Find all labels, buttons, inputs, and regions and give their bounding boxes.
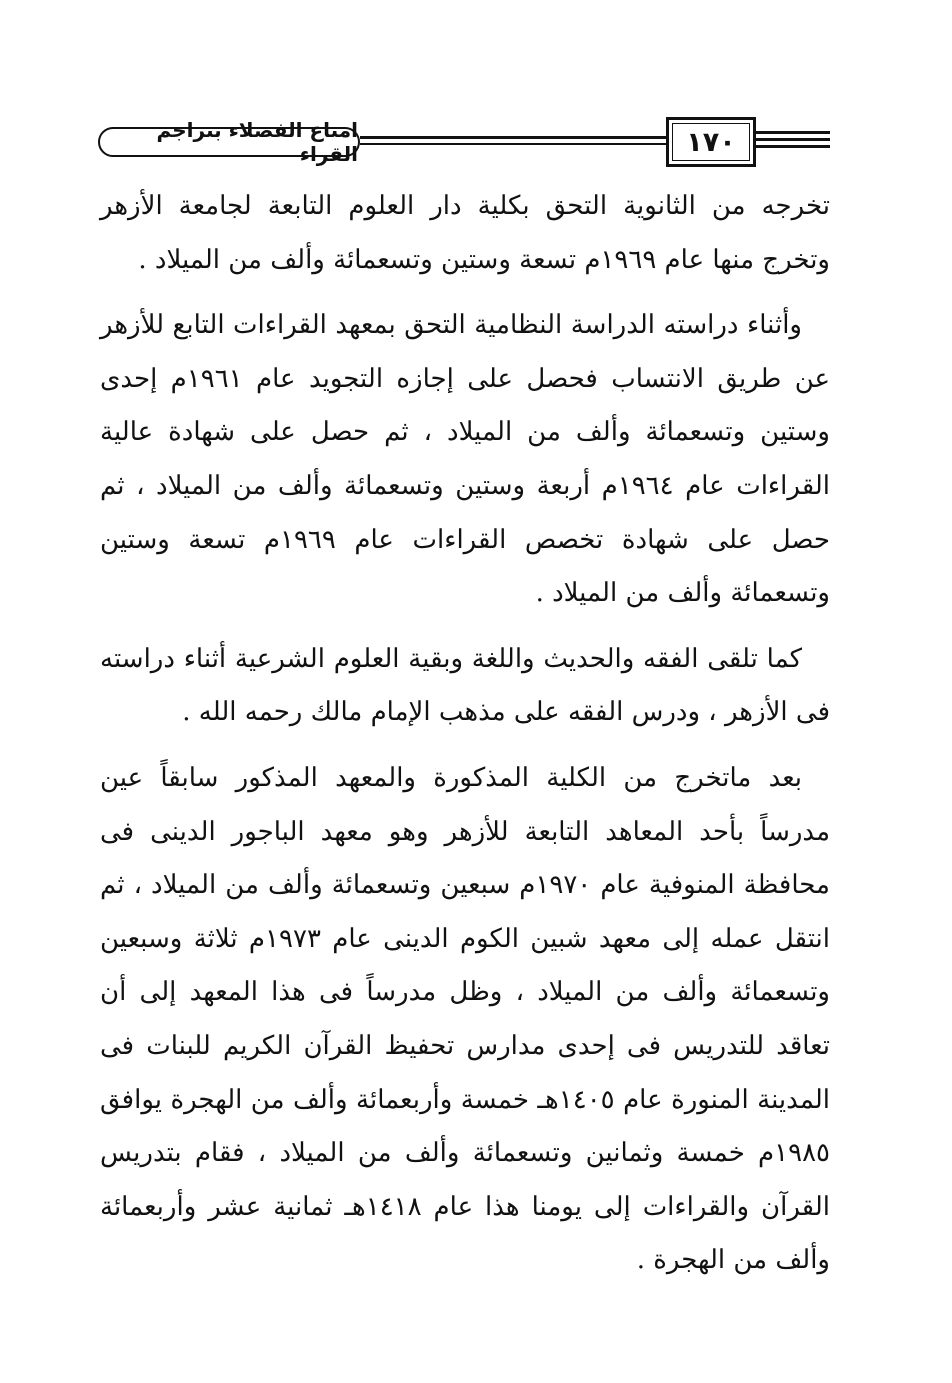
page-number: ١٧٠ <box>666 117 756 167</box>
header-rule-right-2 <box>756 138 830 141</box>
book-title: امتاع الفضلاء بتراجم القراء <box>98 127 360 157</box>
page-body <box>100 180 830 1300</box>
paragraph-teaching-career: بعد ماتخرج من الكلية المذكورة والمعهد المذكور سابقاً عين مدرساً بأحد المعاهد التابعة للأزهر وهو معهد الباجور الدينى فى محافظة المنوفية عام ١٩٧٠م سبعين وتسعمائة وألف من الميلاد ، ثم انتقل عمله إلى معهد شبين الكوم الدينى عام ١٩٧٣م ثلاثة وسبعين وتسعمائة وألف من الميلاد ، وظل مدرساً فى هذا المعهد إلى أن تعاقد للتدريس فى إحدى مدارس تحفيظ القرآن الكريم للبنات فى المدينة المنورة عام ١٤٠٥هـ خمسة وأربعمائة وألف من الهجرة يوافق ١٩٨٥م خمسة وثمانين وتسعمائة وألف من الميلاد ، فقام بتدريس القرآن والقراءات إلى يومنا هذا عام ١٤١٨هـ ثمانية عشر وأربعمائة وألف من الهجرة . <box>100 762 831 1276</box>
page-header <box>98 117 830 169</box>
header-rule-right-1 <box>756 131 830 134</box>
header-rule-right-3 <box>756 145 830 148</box>
paragraph-graduation: تخرجه من الثانوية التحق بكلية دار العلوم التابعة لجامعة الأزهر وتخرج منها عام ١٩٦٩م تسعة وستين وتسعمائة وألف من الميلاد . <box>100 191 830 275</box>
paragraph-fiqh-studies: كما تلقى الفقه والحديث واللغة وبقية العلوم الشرعية أثناء دراسته فى الأزهر ، ودرس الفقه على مذهب الإمام مالك رحمه الله . <box>100 643 830 728</box>
paragraph-qiraat-studies: وأثناء دراسته الدراسة النظامية التحق بمعهد القراءات التابع للأزهر عن طريق الانتساب فحصل على إجازه التجويد عام ١٩٦١م إحدى وستين وتسعمائة وألف من الميلاد ، ثم حصل على شهادة عالية القراءات عام ١٩٦٤م أربعة وستين وتسعمائة وألف من الميلاد ، ثم حصل على شهادة تخصص القراءات عام ١٩٦٩م تسعة وستين وتسعمائة وألف من الميلاد . <box>100 310 831 609</box>
header-rule-bottom <box>360 143 666 145</box>
header-rule-top <box>360 136 666 139</box>
